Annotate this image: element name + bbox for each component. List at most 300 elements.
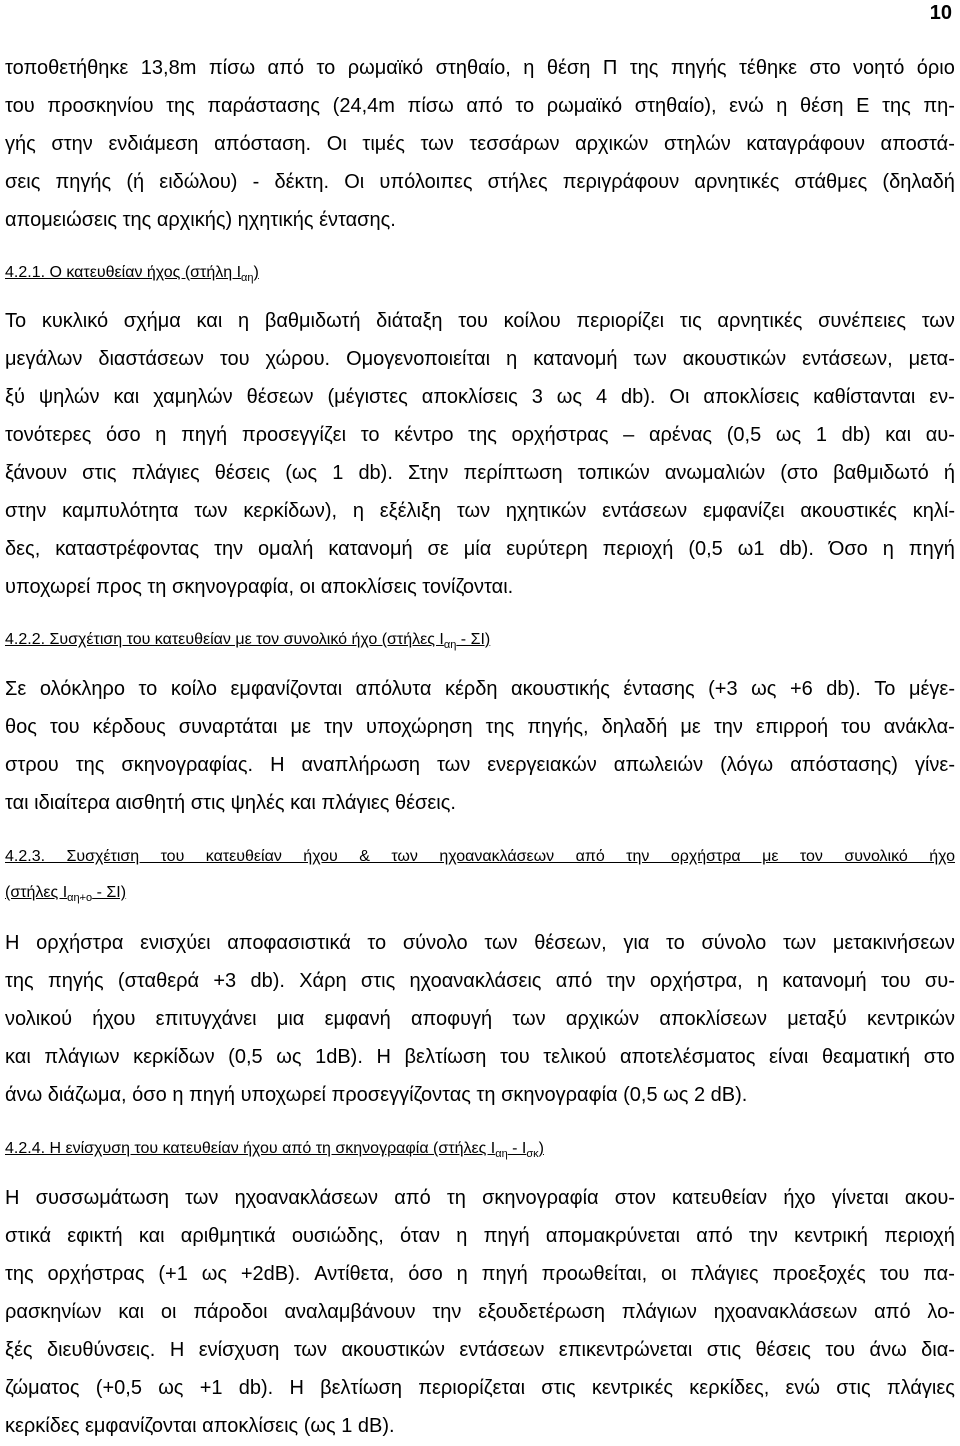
- word: Χάρη: [299, 970, 347, 992]
- word: Π: [602, 57, 618, 79]
- word: της: [468, 424, 497, 446]
- word: σε: [427, 538, 449, 560]
- word: db): [841, 424, 871, 446]
- word: περιορίζεται: [418, 1377, 526, 1399]
- word: βελτίωση: [404, 1046, 487, 1068]
- word: πηγή: [483, 1225, 530, 1247]
- page-number: 10: [929, 2, 952, 24]
- word: με: [680, 716, 701, 738]
- word: επικεντρώνεται: [558, 1339, 693, 1361]
- word: ως: [775, 424, 802, 446]
- word: διευθύνσεις.: [46, 1339, 156, 1361]
- word: db).: [779, 538, 814, 560]
- word: στηθαίο,: [435, 57, 511, 79]
- word: του: [458, 310, 488, 332]
- word: (δηλαδή: [882, 171, 955, 193]
- word: όταν: [399, 1225, 441, 1247]
- word: ως: [276, 1046, 302, 1068]
- word: των: [512, 1008, 546, 1030]
- word: 1dB).: [315, 1046, 363, 1068]
- word: ως: [751, 678, 777, 700]
- word: πίσω: [208, 57, 256, 79]
- word: 3: [531, 386, 543, 408]
- word: εμφανή: [324, 1008, 391, 1030]
- word: δες,: [5, 538, 41, 560]
- word: καταστρέφοντας: [55, 538, 200, 560]
- word: το: [666, 932, 685, 954]
- word: της: [629, 57, 659, 79]
- word: ακουστικών: [341, 1339, 445, 1361]
- word: (0,5: [228, 1046, 263, 1068]
- word: (+3: [708, 678, 738, 700]
- word: πηγής: [47, 970, 104, 992]
- text-line: [5, 54, 955, 82]
- word: Όσο: [828, 538, 868, 560]
- word: των: [194, 500, 228, 522]
- word: την: [214, 538, 244, 560]
- word: στον: [614, 1187, 656, 1209]
- word: διάταξη: [376, 310, 443, 332]
- word: πη-: [923, 95, 955, 117]
- word: δια-: [921, 1339, 955, 1361]
- word: θέση: [800, 95, 844, 117]
- word: +3: [213, 970, 237, 992]
- word: κατευθείαν: [672, 1187, 768, 1209]
- text-line: [5, 345, 955, 373]
- word: ουσιώδης,: [291, 1225, 384, 1247]
- text-line: [5, 1336, 955, 1364]
- word: στο: [809, 57, 841, 79]
- word: ακουστικής: [511, 678, 610, 700]
- word: των: [437, 754, 471, 776]
- word: ομαλή: [258, 538, 314, 560]
- word: βαθμιδωτή: [264, 310, 361, 332]
- word: κατανομή: [328, 538, 413, 560]
- word: μεγάλων: [5, 348, 83, 370]
- text-line: [5, 1260, 955, 1288]
- word: αρνητικές: [717, 310, 803, 332]
- word: προεξοχές: [772, 1263, 866, 1285]
- word: στις: [360, 970, 396, 992]
- word: Οι: [669, 386, 690, 408]
- word: την: [748, 1225, 778, 1247]
- word: και: [5, 1046, 31, 1068]
- word: τιμές: [362, 133, 405, 155]
- word: Ομογενοποιείται: [346, 348, 491, 370]
- word: της: [882, 95, 911, 117]
- word: αναπλήρωση: [301, 754, 421, 776]
- word: νοητό: [853, 57, 905, 79]
- word: πλάγιων: [621, 1301, 697, 1323]
- word: αρχικών: [575, 133, 649, 155]
- word: αποκλίσεις: [703, 386, 800, 408]
- section-heading: 4.2.2. Συσχέτιση του κατευθείαν με τον συνολικό ήχο (στήλες $I_{\alpha\eta} - \Sigma I$): [5, 631, 491, 651]
- word: Αντίθετα,: [314, 1263, 395, 1285]
- word: ω1: [737, 538, 765, 560]
- word: ζώματος: [5, 1377, 80, 1399]
- word: περιορίζει: [576, 310, 665, 332]
- word: θεαματική: [821, 1046, 911, 1068]
- word: ορχήστρα: [36, 932, 124, 954]
- word: ξύ: [5, 386, 25, 408]
- word: 4: [595, 386, 608, 408]
- word: κέρδους: [92, 716, 166, 738]
- word: επιτυγχάνει: [155, 1008, 257, 1030]
- word: περίπτωση: [463, 462, 563, 484]
- text-line: [5, 92, 955, 120]
- text-line: [5, 713, 955, 741]
- word: λο-: [927, 1301, 955, 1323]
- word: η: [756, 970, 769, 992]
- word: στις: [541, 1377, 576, 1399]
- word: θέση: [546, 57, 591, 79]
- word: των: [420, 133, 454, 155]
- word: ακου-: [904, 1187, 955, 1209]
- word: κερκίδων),: [243, 500, 338, 522]
- word: από: [874, 1301, 911, 1323]
- word: διαστάσεων: [98, 348, 204, 370]
- word: από: [466, 95, 503, 117]
- word: αρένας: [648, 424, 713, 446]
- word: ανωμαλιών: [664, 462, 766, 484]
- word: του: [5, 95, 35, 117]
- word: 1: [332, 462, 344, 484]
- word: απόλυτα: [355, 678, 432, 700]
- text-line: [5, 751, 955, 779]
- word: με: [290, 716, 311, 738]
- word: νολικού: [5, 1008, 73, 1030]
- word: +2dB).: [240, 1263, 301, 1285]
- text-line: [5, 383, 955, 411]
- word: τη: [446, 1187, 466, 1209]
- text-line: άνω διάζωμα, όσο η πηγή υποχωρεί προσεγγίζοντας τη σκηνογραφία (0,5 ως 2 dB).: [5, 1084, 748, 1106]
- section-heading-cont: (στήλες $I_{\alpha\eta+o} - \Sigma I$): [5, 884, 127, 904]
- text-line: [5, 497, 955, 525]
- word: γίνεται: [831, 1187, 889, 1209]
- word: στις: [836, 1377, 871, 1399]
- word: κοίλο: [170, 678, 217, 700]
- word: πλάγιες: [690, 1263, 759, 1285]
- word: (+0,5: [95, 1377, 142, 1399]
- word: ηχοανακλάσεων: [713, 1301, 858, 1323]
- word: ενώ: [785, 1377, 821, 1399]
- word: εξέλιξη: [379, 500, 442, 522]
- word: Στην: [408, 462, 449, 484]
- word: προσκηνίου: [47, 95, 154, 117]
- word: του: [499, 1046, 530, 1068]
- word: κέρδη: [444, 678, 498, 700]
- word: κεντρική: [794, 1225, 868, 1247]
- word: κατανομή: [533, 348, 618, 370]
- word: την: [606, 970, 636, 992]
- text-line: κερκίδες εμφανίζονται αποκλίσεις (ως 1 dB).: [5, 1415, 395, 1437]
- word: ρασκηνίων: [5, 1301, 102, 1323]
- word: ρωμαϊκό: [347, 57, 424, 79]
- word: πάροδοι: [193, 1301, 268, 1323]
- word: Η: [5, 932, 20, 954]
- word: πλάγιες: [886, 1377, 955, 1399]
- word: ενδιάμεση: [108, 133, 199, 155]
- word: καταγράφουν: [746, 133, 865, 155]
- word: ενισχύει: [140, 932, 211, 954]
- word: συναρτάται: [178, 716, 278, 738]
- word: η: [155, 424, 167, 446]
- word: (24,4m: [332, 95, 395, 117]
- text-line: [5, 675, 955, 703]
- word: Το: [874, 678, 896, 700]
- word: (+1: [158, 1263, 188, 1285]
- word: όσο: [408, 1263, 443, 1285]
- word: ως: [201, 1263, 227, 1285]
- word: των: [185, 1187, 219, 1209]
- word: (ως: [285, 462, 318, 484]
- word: ανάκλα-: [883, 716, 955, 738]
- word: θέσεων: [246, 386, 314, 408]
- word: (μέγιστες: [327, 386, 408, 408]
- word: αρνητικές: [694, 171, 780, 193]
- word: απομακρύνεται: [545, 1225, 680, 1247]
- word: επιρροή: [755, 716, 829, 738]
- word: πίσω: [407, 95, 454, 117]
- word: κηλί-: [912, 500, 955, 522]
- word: από: [696, 1225, 733, 1247]
- word: πηγή: [181, 424, 228, 446]
- word: των: [633, 348, 667, 370]
- word: το: [360, 424, 380, 446]
- word: γής: [5, 133, 36, 155]
- word: κοίλου: [503, 310, 561, 332]
- word: είναι: [769, 1046, 809, 1068]
- word: τέθηκε: [739, 57, 798, 79]
- word: ήχου: [92, 1008, 136, 1030]
- word: την: [713, 716, 743, 738]
- word: (στο: [780, 462, 819, 484]
- word: περιοχή: [602, 538, 674, 560]
- word: ή: [943, 462, 955, 484]
- word: ακουστικές: [800, 500, 897, 522]
- word: και: [885, 424, 912, 446]
- word: η: [456, 1225, 468, 1247]
- word: (λόγω: [720, 754, 774, 776]
- word: ως: [158, 1377, 184, 1399]
- word: στην: [51, 133, 93, 155]
- word: αποτελέσματος: [619, 1046, 756, 1068]
- word: όριο: [916, 57, 955, 79]
- word: βαθμιδωτό: [833, 462, 929, 484]
- word: κεντρικές: [591, 1377, 674, 1399]
- word: η: [352, 500, 364, 522]
- word: ως: [556, 386, 583, 408]
- word: κυκλικό: [41, 310, 109, 332]
- word: άνω: [869, 1339, 907, 1361]
- word: το: [138, 678, 158, 700]
- word: πηγής: [55, 171, 112, 193]
- word: του: [49, 716, 80, 738]
- word: τελικού: [543, 1046, 607, 1068]
- word: σκηνογραφία: [482, 1187, 599, 1209]
- word: Η: [376, 1046, 391, 1068]
- word: εντάσεων: [459, 1339, 545, 1361]
- word: σεις: [5, 171, 41, 193]
- word: η: [456, 1263, 468, 1285]
- word: αριθμητικά: [180, 1225, 276, 1247]
- word: δέκτη.: [274, 171, 330, 193]
- word: υπόλοιπες: [379, 171, 473, 193]
- word: αποκλίσεων: [659, 1008, 767, 1030]
- word: υποχώρηση: [366, 716, 473, 738]
- word: εμφανίζει: [702, 500, 785, 522]
- word: Η: [289, 1377, 304, 1399]
- word: τις: [679, 310, 702, 332]
- text-line: [5, 535, 955, 563]
- text-line: υποχωρεί προς τη σκηνογραφία, οι αποκλίσεις τονίζονται.: [5, 576, 514, 598]
- word: της: [75, 754, 105, 776]
- word: μια: [276, 1008, 305, 1030]
- word: ευρύτερη: [506, 538, 588, 560]
- word: το: [515, 95, 535, 117]
- word: Το: [5, 310, 27, 332]
- word: ορχήστρα,: [649, 970, 743, 992]
- text-line: [5, 459, 955, 487]
- word: συσσωμάτωση: [35, 1187, 169, 1209]
- word: η: [238, 310, 250, 332]
- word: της: [5, 1263, 34, 1285]
- word: των: [921, 310, 955, 332]
- text-line: [5, 1298, 955, 1326]
- text-line: [5, 421, 955, 449]
- word: στικά: [5, 1225, 52, 1247]
- word: και: [196, 310, 223, 332]
- word: η: [506, 348, 518, 370]
- word: κεντρικών: [866, 1008, 955, 1030]
- word: από: [267, 57, 305, 79]
- word: παράστασης: [207, 95, 321, 117]
- word: db).: [621, 386, 656, 408]
- text-line: [5, 307, 955, 335]
- word: του: [219, 348, 250, 370]
- word: η: [523, 57, 535, 79]
- word: καμπυλότητα: [62, 500, 179, 522]
- word: πλάγιων: [44, 1046, 120, 1068]
- word: απόσταση.: [214, 133, 312, 155]
- word: του: [880, 970, 911, 992]
- word: σύνολο: [701, 932, 767, 954]
- word: θος: [5, 716, 37, 738]
- word: απωλειών: [613, 754, 704, 776]
- word: ακουστικών: [682, 348, 787, 370]
- word: ξές: [5, 1339, 33, 1361]
- word: (ή: [126, 171, 145, 193]
- word: από: [394, 1187, 431, 1209]
- text-line: απομειώσεις της αρχικής) ηχητικής έντασης.: [5, 209, 396, 231]
- word: πηγής: [670, 57, 727, 79]
- word: βελτίωση: [320, 1377, 402, 1399]
- word: του: [841, 716, 871, 738]
- word: οι: [661, 1263, 677, 1285]
- word: του: [825, 1339, 856, 1361]
- word: ψηλών: [38, 386, 100, 408]
- word: (σταθερά: [117, 970, 200, 992]
- word: θέσεων,: [534, 932, 607, 954]
- word: Σε: [5, 678, 27, 700]
- word: χώρου.: [265, 348, 331, 370]
- word: η: [882, 538, 894, 560]
- word: db).: [250, 970, 285, 992]
- word: +1: [199, 1377, 223, 1399]
- word: οι: [160, 1301, 177, 1323]
- text-line: [5, 1184, 955, 1212]
- word: πηγής,: [527, 716, 589, 738]
- word: μέγε-: [908, 678, 955, 700]
- word: κατανομή: [782, 970, 867, 992]
- word: για: [623, 932, 650, 954]
- word: αποκλίσεις: [421, 386, 518, 408]
- word: ενεργειακών: [487, 754, 597, 776]
- word: αναλαμβάνουν: [284, 1301, 416, 1323]
- word: ηχοανακλάσεων: [234, 1187, 379, 1209]
- word: αυ-: [925, 424, 955, 446]
- word: των: [293, 1339, 328, 1361]
- word: στηλών: [664, 133, 731, 155]
- word: Η: [270, 754, 285, 776]
- word: προωθείται,: [541, 1263, 648, 1285]
- word: ηχητικών: [505, 500, 587, 522]
- word: τονότερες: [5, 424, 92, 446]
- word: από: [555, 970, 593, 992]
- word: των: [484, 932, 518, 954]
- word: 13,8m: [140, 57, 197, 79]
- word: αρχικών: [565, 1008, 640, 1030]
- word: της: [5, 970, 34, 992]
- word: εντάσεων: [602, 500, 688, 522]
- word: των: [456, 500, 491, 522]
- word: τεσσάρων: [469, 133, 560, 155]
- word: ορχήστρας: [47, 1263, 145, 1285]
- word: στηθαίο),: [634, 95, 717, 117]
- section-heading: 4.2.4. Η ενίσχυση του κατευθείαν ήχου από τη σκηνογραφία (στήλες $I_{\alpha\eta} - I_{\sigma\kappa}$): [5, 1140, 544, 1160]
- word: ορχήστρας: [511, 424, 609, 446]
- word: Ε: [856, 95, 870, 117]
- word: της: [166, 95, 195, 117]
- word: ολόκληρο: [39, 678, 125, 700]
- word: (0,5: [688, 538, 723, 560]
- word: κερκίδες,: [689, 1377, 770, 1399]
- word: και: [113, 386, 140, 408]
- word: 1: [815, 424, 827, 446]
- word: (0,5: [726, 424, 762, 446]
- word: μία: [463, 538, 492, 560]
- word: -: [252, 171, 260, 193]
- word: ενώ: [729, 95, 764, 117]
- word: προσεγγίζει: [241, 424, 347, 446]
- word: ειδώλου): [159, 171, 238, 193]
- word: περιοχή: [884, 1225, 955, 1247]
- word: θέσεις: [755, 1339, 811, 1361]
- word: πηγή: [481, 1263, 528, 1285]
- word: έντασης: [623, 678, 695, 700]
- word: την: [323, 716, 354, 738]
- text-line: [5, 168, 955, 196]
- word: db).: [238, 1377, 274, 1399]
- word: στρου: [5, 754, 59, 776]
- word: στήλες: [487, 171, 548, 193]
- word: εν-: [929, 386, 955, 408]
- word: και: [138, 1225, 165, 1247]
- word: Οι: [326, 133, 347, 155]
- word: db).: [826, 678, 861, 700]
- word: ενίσχυση: [198, 1339, 280, 1361]
- word: του: [879, 1263, 910, 1285]
